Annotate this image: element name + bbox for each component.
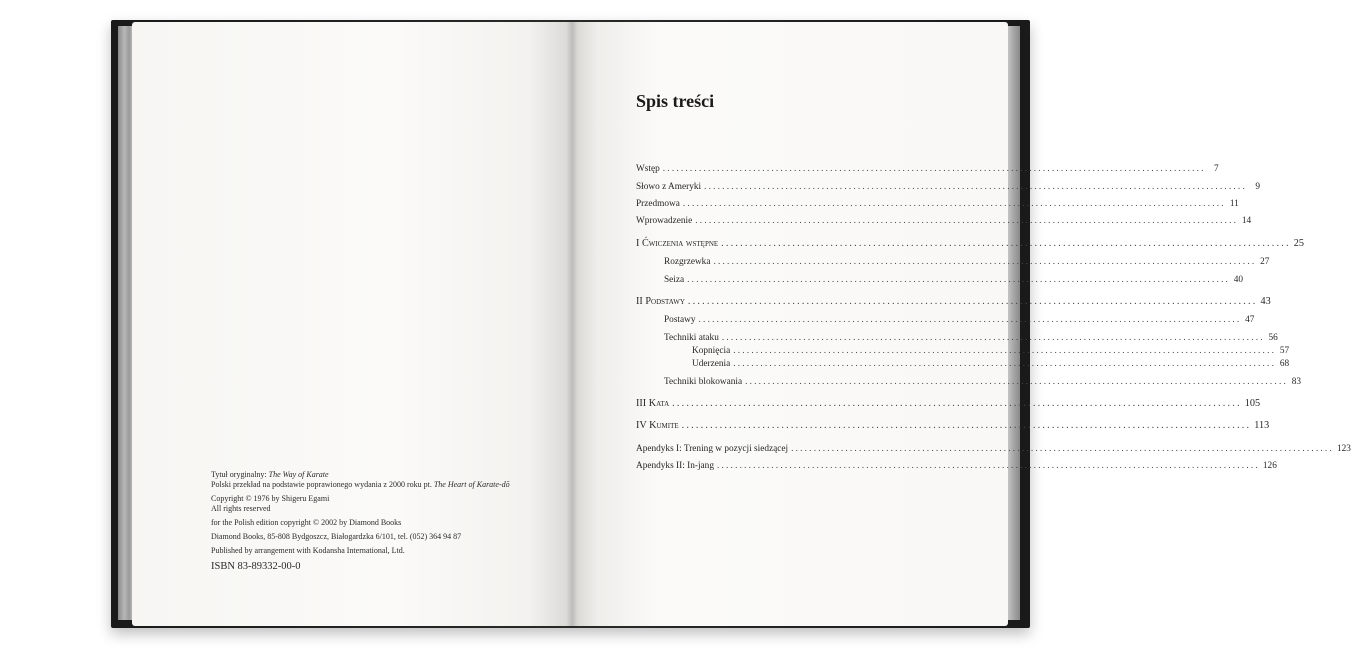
toc-entry-leader: ........................................................................................................................ — [687, 275, 1231, 285]
toc-chapter — [636, 420, 1270, 431]
toc-entry-leader: ........................................................................................................................ — [721, 238, 1291, 249]
toc-chapter-label — [636, 420, 679, 431]
toc-chapter-label — [636, 238, 718, 249]
toc-entry-page: 126 — [1262, 461, 1277, 471]
arrangement-line: Published by arrangement with Kodansha International, Ltd. — [211, 546, 405, 555]
toc-entry — [692, 346, 1290, 356]
toc-entry-leader: ........................................................................................................................ — [681, 420, 1252, 431]
toc-entry — [636, 444, 1351, 454]
original-title: The Way of Karate — [268, 470, 329, 479]
toc-chapter-label — [636, 296, 685, 307]
rights-line: All rights reserved — [211, 504, 271, 513]
isbn-line: ISBN 83-89332-00-0 — [211, 561, 301, 572]
toc-chapter-title: Kata — [648, 398, 670, 409]
toc-entry — [664, 275, 1244, 285]
toc-entry-page: 123 — [1336, 444, 1351, 454]
toc-chapter-number: IV — [636, 420, 647, 431]
toc-entry-label: Techniki blokowania — [664, 377, 743, 387]
toc-entry-page: 105 — [1244, 398, 1261, 409]
toc-entry-page: 27 — [1260, 257, 1270, 267]
toc-entry-leader: ........................................................................................................................ — [672, 398, 1242, 409]
toc-entry — [664, 377, 1301, 387]
copyright-line: Copyright © 1976 by Shigeru Egami — [211, 494, 330, 503]
toc-chapter-title: Kumite — [649, 420, 679, 431]
toc-title: Spis treści — [636, 91, 715, 111]
toc-entry-label: Przedmowa — [636, 199, 680, 209]
toc-chapter-number: I — [636, 238, 640, 249]
toc-entry-leader: ........................................................................................................................ — [662, 164, 1206, 174]
toc-entry-leader: ........................................................................................................................ — [704, 182, 1247, 192]
toc-entry — [636, 461, 1277, 471]
toc-entry — [636, 164, 1219, 174]
toc-entry — [636, 182, 1260, 192]
toc-entry-leader: ........................................................................................................................ — [687, 296, 1258, 307]
toc-chapter — [636, 296, 1271, 307]
translation-source: The Heart of Karate-dō — [433, 480, 510, 489]
toc-entry — [664, 333, 1278, 343]
toc-entry-label: Kopnięcia — [692, 346, 731, 356]
toc-entry-leader: ........................................................................................................................ — [698, 315, 1242, 325]
original-title-label: Tytuł oryginalny: — [211, 470, 267, 479]
toc-chapter-title: Podstawy — [645, 296, 685, 307]
toc-entry-label: Postawy — [664, 315, 696, 325]
toc-entry-leader: ........................................................................................................................ — [733, 346, 1277, 356]
colophon-original-title — [211, 470, 551, 480]
toc-entry-leader: ........................................................................................................................ — [745, 377, 1288, 387]
toc-entry-leader: ........................................................................................................................ — [713, 257, 1257, 267]
toc-entry-leader: ........................................................................................................................ — [733, 359, 1277, 369]
toc-entry-leader: ........................................................................................................................ — [716, 461, 1260, 471]
toc-entry-label: Apendyks I: Trening w pozycji siedzącej — [636, 444, 789, 454]
toc-chapter-label — [636, 398, 669, 409]
colophon-edition-block — [211, 518, 551, 528]
toc-entry-page: 14 — [1241, 216, 1252, 226]
toc-entry-page: 56 — [1268, 333, 1278, 343]
book-gutter — [566, 22, 578, 626]
toc-entry-page: 83 — [1291, 377, 1301, 387]
toc-entry — [636, 216, 1252, 226]
toc-entry-page: 7 — [1214, 164, 1219, 174]
toc-entry-label: Apendyks II: In-jang — [636, 461, 714, 471]
toc-entry-label: Seiza — [664, 275, 685, 285]
toc-entry-page: 9 — [1255, 182, 1260, 192]
toc-entry-label: Uderzenia — [692, 359, 731, 369]
toc-entry — [636, 199, 1239, 209]
publisher-line: Diamond Books, 85-808 Bydgoszcz, Białogardzka 6/101, tel. (052) 364 94 87 — [211, 532, 462, 541]
toc-chapter-number: II — [636, 296, 643, 307]
colophon-title-block — [211, 470, 551, 490]
toc-entry-page: 11 — [1229, 199, 1239, 209]
toc-entry-page: 40 — [1233, 275, 1244, 285]
toc-entry-label: Wstęp — [636, 164, 660, 174]
colophon-translation — [211, 480, 551, 490]
toc-entry-leader: ........................................................................................................................ — [695, 216, 1239, 226]
polish-edition-line: for the Polish edition copyright © 2002 by Diamond Books — [211, 518, 402, 527]
toc-entry-label: Rozgrzewka — [664, 257, 711, 267]
toc-entry-page: 25 — [1293, 238, 1304, 249]
toc-entry-page: 43 — [1260, 296, 1271, 307]
toc-entry-label: Techniki ataku — [664, 333, 719, 343]
toc-chapter-number: III — [636, 398, 647, 409]
toc-chapter — [636, 238, 1304, 249]
toc-chapter — [636, 398, 1261, 409]
toc-entry — [664, 315, 1255, 325]
toc-entry — [692, 359, 1290, 369]
toc-entry-page: 47 — [1245, 315, 1255, 325]
colophon-arrangement-block — [211, 546, 551, 556]
toc-entry-leader: ........................................................................................................................ — [682, 199, 1226, 209]
translation-note: Polski przekład na podstawie poprawionego wydania z 2000 roku pt. — [211, 480, 432, 489]
colophon-publisher-block — [211, 532, 551, 542]
colophon-copyright-block — [211, 494, 551, 514]
toc-entry-page: 68 — [1279, 359, 1290, 369]
toc-entry — [664, 257, 1270, 267]
toc-entry-page: 113 — [1254, 420, 1270, 431]
toc-entry-label: Wprowadzenie — [636, 216, 693, 226]
toc-entry-label: Słowo z Ameryki — [636, 182, 702, 192]
toc-chapter-title: Ćwiczenia wstępne — [641, 238, 719, 249]
toc-entry-leader: ........................................................................................................................ — [791, 444, 1334, 454]
toc-entry-page: 57 — [1279, 346, 1290, 356]
colophon — [211, 470, 551, 573]
toc-entry-leader: ........................................................................................................................ — [721, 333, 1265, 343]
